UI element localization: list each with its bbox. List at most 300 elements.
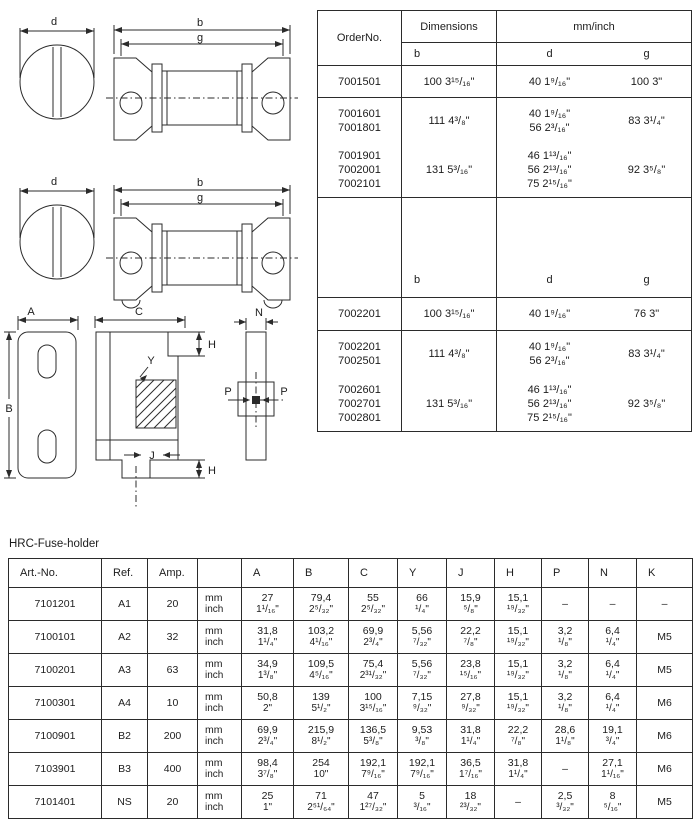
mm-value: 103,2: [307, 624, 335, 637]
k-cell: M5: [637, 786, 693, 819]
sub-header-dg: [497, 43, 691, 66]
mm-value: 15,1: [507, 690, 529, 703]
ref-cell: A2: [102, 621, 148, 654]
dim-dg: [497, 143, 691, 197]
k-cell: M6: [637, 753, 693, 786]
mm-value: 25: [261, 789, 274, 802]
dim-arrow-icon: [266, 319, 273, 325]
inch-value: 2³/₄": [257, 736, 278, 747]
mm-value: 15,1: [507, 624, 529, 637]
dim-d: 75 2¹⁵/₁₆": [527, 178, 572, 190]
dim-arrow-icon: [134, 452, 141, 458]
dim-value-cell: [242, 786, 294, 819]
unit-cell: [198, 786, 242, 819]
dim-d: 56 2³/₁₆": [529, 121, 570, 134]
dim-g: 92 3⁵/₈": [627, 164, 666, 176]
mm-value: 15,9: [460, 591, 481, 604]
mm-value: 98,4: [257, 756, 278, 769]
unit-mm-label: mm: [205, 789, 223, 802]
dim-b: 131 5³/₁₆": [402, 376, 497, 431]
mm-value: 3,2: [557, 690, 573, 703]
dim-value-cell: [242, 654, 294, 687]
inch-value: ⁷/₈": [463, 637, 478, 648]
mm-value: 109,5: [307, 657, 335, 670]
inch-value: 1¹/₁₆": [256, 604, 279, 615]
dim-dg: [497, 98, 691, 143]
inch-value: 7⁹/₁₆": [410, 769, 434, 780]
inch-value: ⁷/₃₂": [413, 637, 431, 648]
mm-value: 8: [609, 789, 616, 802]
dim-value-cell: [542, 753, 589, 786]
dim-arrow-icon: [95, 317, 103, 323]
dim-value-cell: [349, 720, 398, 753]
unit-cell: [198, 753, 242, 786]
dim-value-cell: [447, 588, 495, 621]
art-no-cell: 7103901: [9, 753, 102, 786]
dim-value-cell: [447, 654, 495, 687]
mm-value: 6,4: [605, 690, 620, 703]
dim-label-N: N: [255, 307, 263, 319]
inch-value: 7⁹/₁₆": [361, 769, 385, 780]
unit-mm-label: mm: [205, 756, 223, 769]
dim-arrow-icon: [196, 348, 202, 356]
dim-label-d: d: [50, 16, 58, 28]
dim-arrow-icon: [114, 27, 122, 33]
holder-front-view-drawing: [4, 316, 78, 478]
unit-cell: [198, 687, 242, 720]
dim-value-cell: [349, 753, 398, 786]
dim-value-cell: [294, 720, 349, 753]
dim-value-cell: [349, 786, 398, 819]
k-cell: M5: [637, 654, 693, 687]
dim-label-H: H: [208, 465, 216, 477]
mm-value: –: [562, 597, 568, 610]
mm-value: 23,8: [460, 657, 481, 670]
dim-value-cell: [495, 786, 542, 819]
header-B: B: [294, 559, 349, 588]
inch-value: 2⁵/₃₂": [361, 604, 385, 615]
inch-value: ³/₄": [605, 736, 620, 747]
mm-value: 55: [367, 591, 379, 604]
blade-center-mark: [252, 396, 260, 404]
inch-value: 2⁵¹/₆₄": [307, 802, 335, 813]
dim-label-J: J: [149, 450, 155, 462]
sub-header-g: g: [643, 48, 650, 60]
inch-value: ²³/₃₂": [460, 802, 481, 813]
dim-arrow-icon: [6, 332, 12, 340]
mm-value: 69,9: [362, 624, 384, 637]
order-no-group: [318, 98, 402, 143]
mm-value: 22,2: [507, 723, 529, 736]
dim-value-cell: [294, 687, 349, 720]
dim-value-cell: [589, 720, 637, 753]
order-no: 7002001: [338, 164, 381, 176]
dim-value-cell: [294, 654, 349, 687]
spacer-cell: [318, 263, 402, 298]
holder-row: [9, 720, 693, 753]
inch-value: ⁷/₃₂": [413, 670, 431, 681]
dim-value-cell: [542, 687, 589, 720]
header-K: K: [637, 559, 693, 588]
sub-header-b: b: [402, 263, 497, 298]
sub-header-d: d: [546, 274, 553, 286]
order-no: 7002201: [318, 298, 402, 331]
holder-header-row: [9, 559, 693, 588]
dim-value-cell: [242, 687, 294, 720]
dim-arrow-icon: [282, 187, 290, 193]
inch-value: ⁵/₁₆": [603, 802, 622, 813]
dim-arrow-icon: [196, 470, 202, 478]
inch-value: 1⁷/₁₆": [459, 769, 482, 780]
dim-label-d: d: [50, 176, 58, 188]
mm-value: 5: [419, 789, 425, 802]
mm-value: 7,15: [411, 690, 433, 703]
order-no: 7001601: [338, 107, 381, 120]
inch-value: ¹⁹/₃₂": [507, 604, 529, 615]
inch-value: ³/₁₆": [413, 802, 431, 813]
dim-value-cell: [242, 753, 294, 786]
dim-arrow-icon: [121, 201, 129, 207]
unit-inch-label: inch: [205, 604, 224, 615]
unit-mm-label: mm: [205, 624, 223, 637]
inch-value: ¹⁵/₁₆": [459, 670, 482, 681]
dim-arrow-icon: [6, 470, 12, 478]
header-unit: [198, 559, 242, 588]
dim-g: 100 3": [630, 75, 663, 88]
col-header-dimensions: Dimensions: [402, 11, 497, 43]
inch-value: 4¹/₁₆": [309, 637, 333, 648]
dim-value-cell: [542, 654, 589, 687]
dim-d: 40 1⁹/₁₆": [528, 75, 571, 88]
header-amp: Amp.: [148, 559, 198, 588]
dim-value-cell: [589, 654, 637, 687]
dim-arrow-icon: [18, 317, 26, 323]
dim-d: 46 1¹³/₁₆": [527, 383, 572, 396]
inch-value: 1¹/₄": [257, 637, 278, 648]
dim-value-cell: [349, 621, 398, 654]
dim-d-group: [497, 376, 602, 431]
holder-row: [9, 588, 693, 621]
inch-value: 3⁷/₈": [257, 769, 278, 780]
mm-value: 69,9: [257, 723, 278, 736]
ref-cell: NS: [102, 786, 148, 819]
dim-g: 76 3": [633, 308, 660, 320]
dim-value-cell: [495, 588, 542, 621]
dim-arrow-icon: [282, 27, 290, 33]
dim-value-cell: [398, 786, 447, 819]
order-no: 7001501: [318, 66, 402, 98]
dim-b: 100 3¹⁵/₁₆": [402, 66, 497, 98]
mm-value: 31,8: [257, 624, 278, 637]
inch-value: ¹⁹/₃₂": [507, 637, 529, 648]
unit-cell: [198, 621, 242, 654]
dim-dg: [497, 331, 691, 376]
blade-detail-drawing: [228, 318, 284, 460]
dim-g: 83 3¹/₄": [628, 347, 665, 360]
header-art-no: Art.-No.: [9, 559, 102, 588]
dim-arrow-icon: [20, 188, 28, 194]
art-no-cell: 7101201: [9, 588, 102, 621]
inch-value: ¹/₄": [415, 604, 429, 615]
art-no-cell: 7100301: [9, 687, 102, 720]
unit-mm-label: mm: [205, 657, 223, 670]
dim-value-cell: [589, 621, 637, 654]
inch-value: 1¹/₄": [460, 736, 481, 747]
order-no-group: [318, 376, 402, 431]
inch-value: ⁵/₈": [463, 604, 478, 615]
header-ref: Ref.: [102, 559, 148, 588]
dim-arrow-icon: [275, 41, 283, 47]
dim-label-b: b: [196, 177, 204, 189]
dim-label-P: P: [280, 386, 288, 398]
art-no-cell: 7100901: [9, 720, 102, 753]
inch-value: 2³/₄": [363, 637, 383, 648]
mm-value: 5,56: [411, 657, 433, 670]
inch-value: ¹/₈": [558, 703, 572, 714]
mm-value: 15,1: [507, 657, 529, 670]
dim-value-cell: [398, 654, 447, 687]
dim-label-C: C: [135, 306, 143, 318]
unit-mm-label: mm: [205, 690, 223, 703]
order-no: 7002501: [338, 354, 381, 367]
holder-row: [9, 753, 693, 786]
dim-label-g: g: [196, 32, 204, 44]
dim-label-Y: Y: [147, 355, 155, 367]
mm-value: 27,8: [460, 690, 481, 703]
inch-value: ¹/₄": [605, 703, 620, 714]
mm-value: 192,1: [408, 756, 436, 769]
holder-row: [9, 654, 693, 687]
dim-value-cell: [447, 753, 495, 786]
header-J: J: [447, 559, 495, 588]
header-P: P: [542, 559, 589, 588]
dim-dg: [497, 376, 691, 431]
dim-value-cell: [398, 753, 447, 786]
amp-cell: 63: [148, 654, 198, 687]
mm-value: 47: [367, 789, 379, 802]
dim-value-cell: [398, 720, 447, 753]
dim-d: 46 1¹³/₁₆": [527, 150, 572, 162]
header-C: C: [349, 559, 398, 588]
dim-value-cell: [589, 753, 637, 786]
dim-value-cell: [349, 654, 398, 687]
dim-value-cell: [242, 621, 294, 654]
dim-b: 111 4³/₈": [402, 98, 497, 143]
spacer-cell: [402, 198, 497, 263]
mm-value: 215,9: [307, 723, 335, 736]
order-no: 7002701: [338, 397, 381, 410]
type2-end-view-drawing: [20, 188, 94, 279]
inch-value: ¹/₄": [605, 670, 620, 681]
dim-d: 40 1⁹/₁₆": [528, 340, 571, 353]
dim-arrow-icon: [86, 28, 94, 34]
dim-label-b: b: [196, 17, 204, 29]
dim-d: 56 2¹³/₁₆": [527, 164, 572, 176]
mm-value: –: [515, 795, 521, 808]
amp-cell: 20: [148, 786, 198, 819]
dim-value-cell: [542, 621, 589, 654]
technical-drawings: [0, 0, 310, 530]
unit-cell: [198, 654, 242, 687]
k-cell: –: [637, 588, 693, 621]
unit-inch-label: inch: [205, 703, 224, 714]
dim-dg: [497, 298, 691, 331]
mm-value: 3,2: [557, 624, 573, 637]
dim-value-cell: [542, 720, 589, 753]
mm-value: 79,4: [310, 591, 332, 604]
inch-value: ⁷/₈": [510, 736, 526, 747]
amp-cell: 32: [148, 621, 198, 654]
dim-value-cell: [542, 786, 589, 819]
dim-b: 131 5³/₁₆": [402, 143, 497, 197]
dim-label-g: g: [196, 192, 204, 204]
dim-value-cell: [495, 687, 542, 720]
inch-value: ¹⁹/₃₂": [507, 670, 529, 681]
order-no: 7002601: [338, 383, 381, 396]
mm-value: 22,2: [460, 624, 481, 637]
inch-value: 3¹⁵/₁₆": [359, 703, 387, 714]
dim-arrow-icon: [114, 187, 122, 193]
inch-value: 1³/₈": [257, 670, 278, 681]
dim-d-group: [497, 98, 602, 143]
order-no: 7001801: [338, 121, 381, 134]
dim-d-group: [497, 143, 602, 197]
dim-value-cell: [495, 654, 542, 687]
inch-value: 2": [262, 703, 273, 714]
inch-value: 1¹/₄": [508, 769, 528, 780]
mm-value: 192,1: [359, 756, 387, 769]
art-no-cell: 7100201: [9, 654, 102, 687]
amp-cell: 400: [148, 753, 198, 786]
mm-value: 6,4: [605, 657, 620, 670]
dim-g: 92 3⁵/₈": [627, 397, 666, 410]
holder-row: [9, 786, 693, 819]
unit-mm-label: mm: [205, 723, 223, 736]
mm-value: 66: [416, 591, 428, 604]
order-no: 7002201: [338, 340, 381, 353]
mm-value: 5,56: [411, 624, 433, 637]
ref-cell: A1: [102, 588, 148, 621]
dim-d: 56 2¹³/₁₆": [527, 397, 572, 410]
dim-value-cell: [398, 621, 447, 654]
dim-value-cell: [542, 588, 589, 621]
dim-value-cell: [398, 687, 447, 720]
dim-arrow-icon: [163, 452, 170, 458]
inch-value: 5¹/₂": [311, 703, 331, 714]
amp-cell: 20: [148, 588, 198, 621]
dim-arrow-icon: [121, 41, 129, 47]
mm-value: 136,5: [359, 723, 387, 736]
dim-value-cell: [294, 786, 349, 819]
mm-value: 36,5: [460, 756, 481, 769]
col-header-mm-inch: mm/inch: [497, 11, 691, 43]
unit-cell: [198, 588, 242, 621]
mm-value: 71: [315, 789, 327, 802]
mm-value: 19,1: [602, 723, 623, 736]
k-cell: M5: [637, 621, 693, 654]
dim-value-cell: [349, 588, 398, 621]
dim-b: 111 4³/₈": [402, 331, 497, 376]
amp-cell: 10: [148, 687, 198, 720]
amp-cell: 200: [148, 720, 198, 753]
dim-value-cell: [349, 687, 398, 720]
ref-cell: B3: [102, 753, 148, 786]
dim-label-B: B: [5, 403, 13, 415]
order-group-block2: [318, 331, 691, 431]
dim-d: 40 1⁹/₁₆": [528, 308, 571, 320]
dim-label-H: H: [208, 339, 216, 351]
inch-value: 5³/₈": [363, 736, 383, 747]
unit-mm-label: mm: [205, 591, 223, 604]
inch-value: 10": [313, 769, 329, 780]
col-header-order-no: OrderNo.: [318, 11, 402, 66]
sub-header-d: d: [546, 48, 553, 60]
dim-arrow-icon: [86, 188, 94, 194]
order-group-block1: [318, 98, 691, 198]
dim-arrow-icon: [196, 460, 202, 468]
dim-value-cell: [398, 588, 447, 621]
dim-arrow-icon: [20, 28, 28, 34]
mm-value: 75,4: [362, 657, 384, 670]
mm-value: 18: [464, 789, 477, 802]
dim-d: 56 2³/₁₆": [529, 354, 570, 367]
sub-header-g: g: [643, 274, 650, 286]
dim-d-group: [497, 331, 602, 376]
order-no: 7002801: [338, 411, 381, 424]
art-no-cell: 7100101: [9, 621, 102, 654]
dim-g: 83 3¹/₄": [628, 114, 665, 127]
order-no-group: [318, 143, 402, 197]
inch-value: ¹⁹/₃₂": [507, 703, 529, 714]
ref-cell: B2: [102, 720, 148, 753]
inch-value: ⁹/₃₂": [412, 703, 432, 714]
dim-value-cell: [495, 621, 542, 654]
inch-value: 2³¹/₃₂": [359, 670, 387, 681]
order-no: 7001901: [338, 150, 381, 162]
holder-table-body: [9, 588, 693, 819]
dim-value-cell: [495, 720, 542, 753]
inch-value: 2⁵/₃₂": [309, 604, 333, 615]
unit-cell: [198, 720, 242, 753]
art-no-cell: 7101401: [9, 786, 102, 819]
mm-value: 34,9: [257, 657, 278, 670]
mm-value: 31,8: [507, 756, 529, 769]
inch-value: ¹/₈": [558, 670, 572, 681]
mm-value: 15,1: [507, 591, 529, 604]
dim-label-P: P: [224, 386, 232, 398]
dim-value-cell: [495, 753, 542, 786]
dim-arrow-icon: [239, 319, 246, 325]
order-no-group: [318, 331, 402, 376]
sub-header-b: b: [402, 43, 497, 66]
mm-value: 254: [312, 756, 330, 769]
dim-value-cell: [294, 621, 349, 654]
dim-value-cell: [589, 687, 637, 720]
spacer-cell: [318, 198, 402, 263]
inch-value: 1": [262, 802, 273, 813]
mm-value: –: [609, 597, 616, 610]
type1-end-view-drawing: [20, 28, 94, 119]
inch-value: ¹/₄": [605, 637, 620, 648]
inch-value: 1¹/₈": [555, 736, 575, 747]
dim-label-A: A: [27, 306, 35, 318]
dim-value-cell: [447, 687, 495, 720]
inch-value: 8¹/₂": [311, 736, 331, 747]
mm-value: –: [562, 762, 568, 775]
header-A: A: [242, 559, 294, 588]
unit-inch-label: inch: [205, 670, 224, 681]
dim-value-cell: [447, 720, 495, 753]
